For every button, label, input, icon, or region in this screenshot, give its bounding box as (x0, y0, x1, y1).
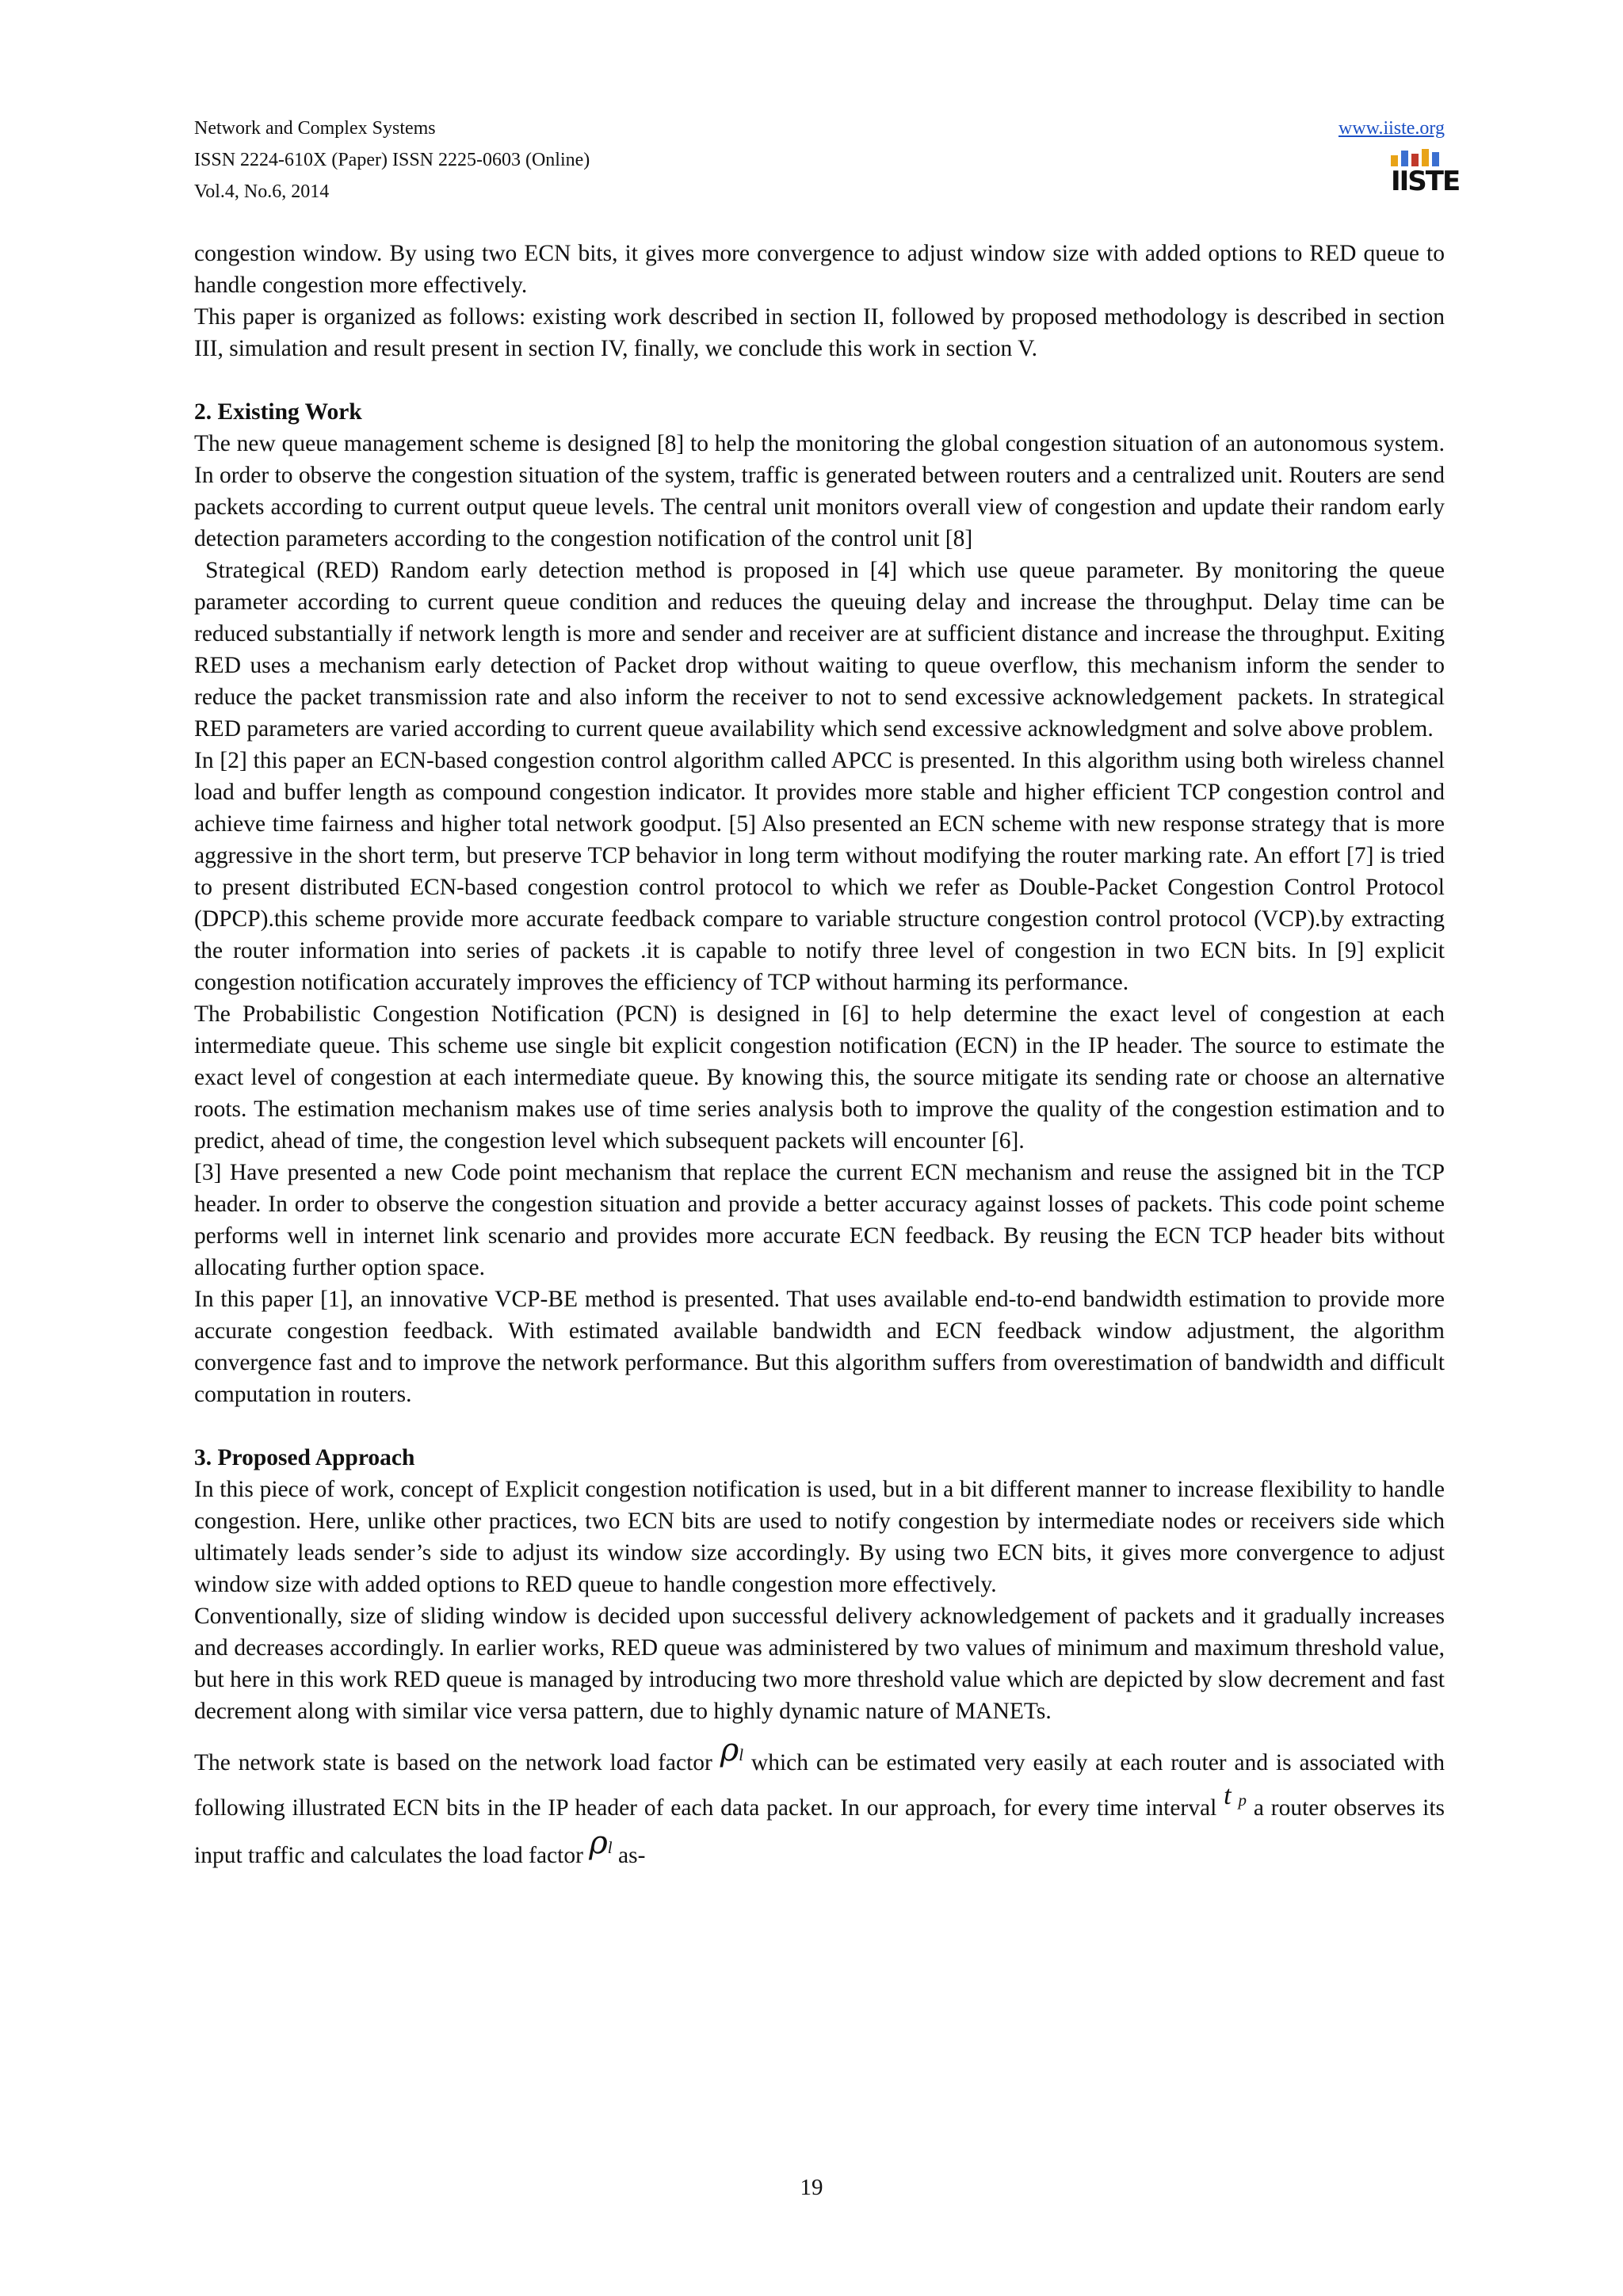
page-number: 19 (800, 2175, 823, 2200)
section-heading: 2. Existing Work (194, 399, 362, 425)
load-factor-paragraph (194, 1732, 1445, 1878)
text-run: The network state is based on the network load factor (194, 1750, 720, 1775)
t-subscript: p (1238, 1791, 1247, 1810)
paragraph: Conventionally, size of sliding window is decided upon successful delivery acknowledgement of packets and it gradually increases and decreases accordingly. In earlier works, RED queue was administered by two values of minimum and maximum threshold value, but here in this work RED queue is managed by introducing two more threshold value which are depicted by slow decrement and fast decrement along with similar vice versa pattern, due to highly dynamic nature of MANETs. (194, 1604, 1445, 1724)
journal-name: Network and Complex Systems (194, 118, 436, 139)
rho-symbol: ρ (720, 1732, 739, 1768)
journal-url-link[interactable]: www.iiste.org (1338, 118, 1445, 139)
text-run: which can be estimated very easily at each router and is associated with following illustrated ECN bits in the IP header of each data packet. In our approach, for every time interval (194, 1750, 1445, 1821)
page-header (194, 113, 1460, 215)
iiste-logo (1391, 149, 1460, 198)
rho-subscript: l (607, 1838, 613, 1857)
logo-text: IISTE (1391, 166, 1460, 197)
rho-subscript: l (739, 1745, 744, 1764)
journal-issn: ISSN 2224-610X (Paper) ISSN 2225-0603 (Online) (194, 150, 590, 170)
paragraph: In [2] this paper an ECN-based congestion control algorithm called APCC is presented. In this algorithm using both wireless channel load and buffer length as compound congestion indicator. It provides more stable and higher efficient TCP congestion control and achieve time fairness and higher total network goodput. [5] Also presented an ECN scheme with new response strategy that is more aggressive in the short term, but preserve TCP behavior in long term without modifying the router marking rate. An effort [7] is tried to present distributed ECN-based congestion control protocol to which we refer as Double-Packet Congestion Control Protocol (DPCP).this scheme provide more accurate feedback compare to variable structure congestion control protocol (VCP).by extracting the router information into series of packets .it is capable to notify three level of congestion in two ECN bits. In [9] explicit congestion notification accurately improves the efficiency of TCP without harming its performance. (194, 748, 1445, 995)
paragraph: The Probabilistic Congestion Notification (PCN) is designed in [6] to help determine the exact level of congestion at each intermediate queue. This scheme use single bit explicit congestion notification (ECN) in the IP header. The source to estimate the exact level of congestion at each intermediate queue. By knowing this, the source mitigate its sending rate or choose an alternative roots. The estimation mechanism makes use of time series analysis both to improve the quality of the congestion estimation and to predict, ahead of time, the congestion level which subsequent packets will encounter [6]. (194, 1001, 1445, 1154)
text-run: as- (612, 1843, 646, 1868)
paragraph: In this paper [1], an innovative VCP-BE method is presented. That uses available end-to-end bandwidth estimation to provide more accurate congestion feedback. With estimated available bandwidth and ECN feedback window adjustment, the algorithm convergence fast and to improve the network performance. But this algorithm suffers from overestimation of bandwidth and difficult computation in routers. (194, 1287, 1445, 1407)
paragraph: This paper is organized as follows: existing work described in section II, followed by proposed methodology is described in section III, simulation and result present in section IV, finally, we conclude this work in section V. (194, 304, 1445, 361)
paragraph: congestion window. By using two ECN bits, it gives more convergence to adjust window size with added options to RED queue to handle congestion more effectively. (194, 241, 1445, 298)
journal-volume: Vol.4, No.6, 2014 (194, 181, 330, 202)
text-run: a router observes its input traffic and calculates the load factor (194, 1795, 1445, 1868)
paragraph: The new queue management scheme is designed [8] to help the monitoring the global congestion situation of an autonomous system. In order to observe the congestion situation of the system, traffic is generated between routers and a centralized unit. Routers are send packets according to current output queue levels. The central unit monitors overall view of congestion and update their random early detection parameters according to the congestion notification of the control unit [8] (194, 431, 1445, 551)
paragraph: [3] Have presented a new Code point mechanism that replace the current ECN mechanism and reuse the assigned bit in the TCP header. In order to observe the congestion situation and provide a better accuracy against losses of packets. This code point scheme performs well in internet link scenario and provides more accurate ECN feedback. By reusing the ECN TCP header bits without allocating further option space. (194, 1160, 1445, 1280)
paragraph: In this piece of work, concept of Explicit congestion notification is used, but in a bit different manner to increase flexibility to handle congestion. Here, unlike other practices, two ECN bits are used to notify congestion by intermediate nodes or receivers side which ultimately leads sender’s side to adjust its window size accordingly. By using two ECN bits, it gives more convergence to adjust window size with added options to RED queue to handle congestion more effectively. (194, 1477, 1445, 1597)
article-body (194, 238, 1451, 1878)
rho-symbol: ρ (589, 1825, 608, 1861)
t-symbol: t (1224, 1781, 1232, 1810)
paragraph: Strategical (RED) Random early detection method is proposed in [4] which use queue parameter. By monitoring the queue parameter according to current queue condition and reduces the queuing delay and increase the throughput. Delay time can be reduced substantially if network length is more and sender and receiver are at sufficient distance and increase the throughput. Exiting RED uses a mechanism early detection of Packet drop without waiting to queue overflow, this mechanism inform the sender to reduce the packet transmission rate and also inform the receiver to not to send excessive acknowledgement packets. In strategical RED parameters are varied according to current queue availability which send excessive acknowledgment and solve above problem. (194, 558, 1451, 742)
section-heading: 3. Proposed Approach (194, 1445, 415, 1470)
logo-bars (1391, 149, 1443, 166)
